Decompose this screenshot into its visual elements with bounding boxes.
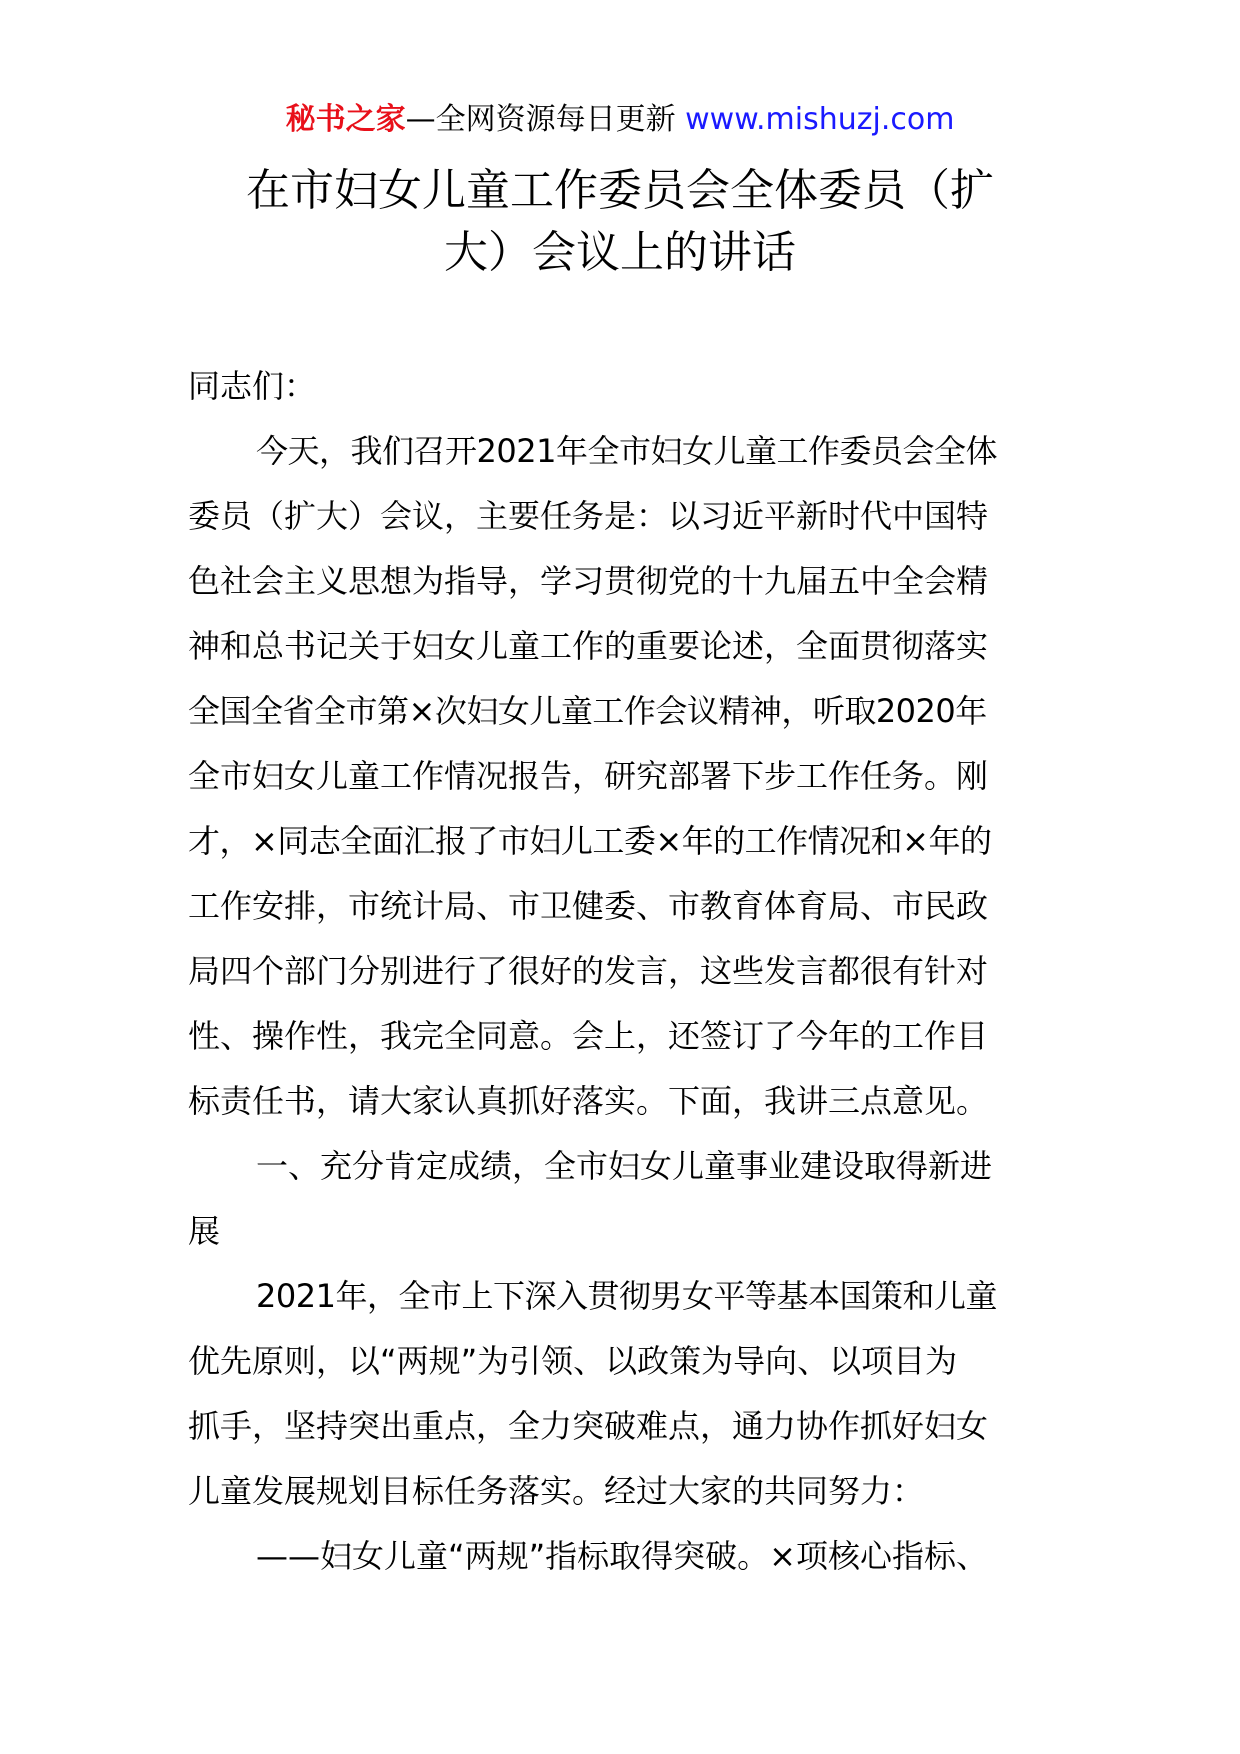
document-title-line-2: 大）会议上的讲话 — [444, 227, 796, 278]
body-line: 神和总书记关于妇女儿童工作的重要论述，全面贯彻落实 — [188, 627, 989, 665]
body-line: 全市妇女儿童工作情况报告，研究部署下步工作任务。刚 — [188, 757, 989, 795]
document-title-line-1: 在市妇女儿童工作委员会全体委员（扩 — [246, 165, 994, 216]
document-title — [200, 160, 1040, 284]
body-line: 儿童发展规划目标任务落实。经过大家的共同努力： — [188, 1472, 925, 1510]
site-brand: 秘书之家 — [285, 102, 406, 137]
body-line: 全国全省全市第×次妇女儿童工作会议精神，听取2020年 — [188, 692, 987, 730]
site-tagline: —全网资源每日更新 — [405, 102, 676, 137]
body-line: 工作安排，市统计局、市卫健委、市教育体育局、市民政 — [188, 887, 989, 925]
body-line: 优先原则，以“两规”为引领、以政策为导向、以项目为 — [188, 1342, 958, 1380]
body-line: 抓手，坚持突出重点，全力突破难点，通力协作抓好妇女 — [188, 1407, 989, 1445]
section-heading-continued: 展 — [188, 1212, 221, 1250]
body-line: 2021年，全市上下深入贯彻男女平等基本国策和儿童 — [256, 1277, 997, 1315]
body-line: 标责任书，请大家认真抓好落实。下面，我讲三点意见。 — [188, 1082, 989, 1120]
section-heading: 一、充分肯定成绩，全市妇女儿童事业建设取得新进 — [256, 1147, 993, 1185]
salutation: 同志们： — [188, 367, 317, 405]
site-url: www.mishuzj.com — [685, 102, 955, 137]
site-banner — [0, 100, 1240, 140]
document-body — [188, 362, 1068, 1597]
body-line: 性、操作性，我完全同意。会上，还签订了今年的工作目 — [188, 1017, 989, 1055]
body-line: 才，×同志全面汇报了市妇儿工委×年的工作情况和×年的 — [188, 822, 992, 860]
body-line: ——妇女儿童“两规”指标取得突破。×项核心指标、 — [256, 1537, 988, 1575]
body-line: 局四个部门分别进行了很好的发言，这些发言都很有针对 — [188, 952, 989, 990]
body-line: 委员（扩大）会议，主要任务是：以习近平新时代中国特 — [188, 497, 989, 535]
body-line: 今天，我们召开2021年全市妇女儿童工作委员会全体 — [256, 432, 997, 470]
body-line: 色社会主义思想为指导，学习贯彻党的十九届五中全会精 — [188, 562, 989, 600]
